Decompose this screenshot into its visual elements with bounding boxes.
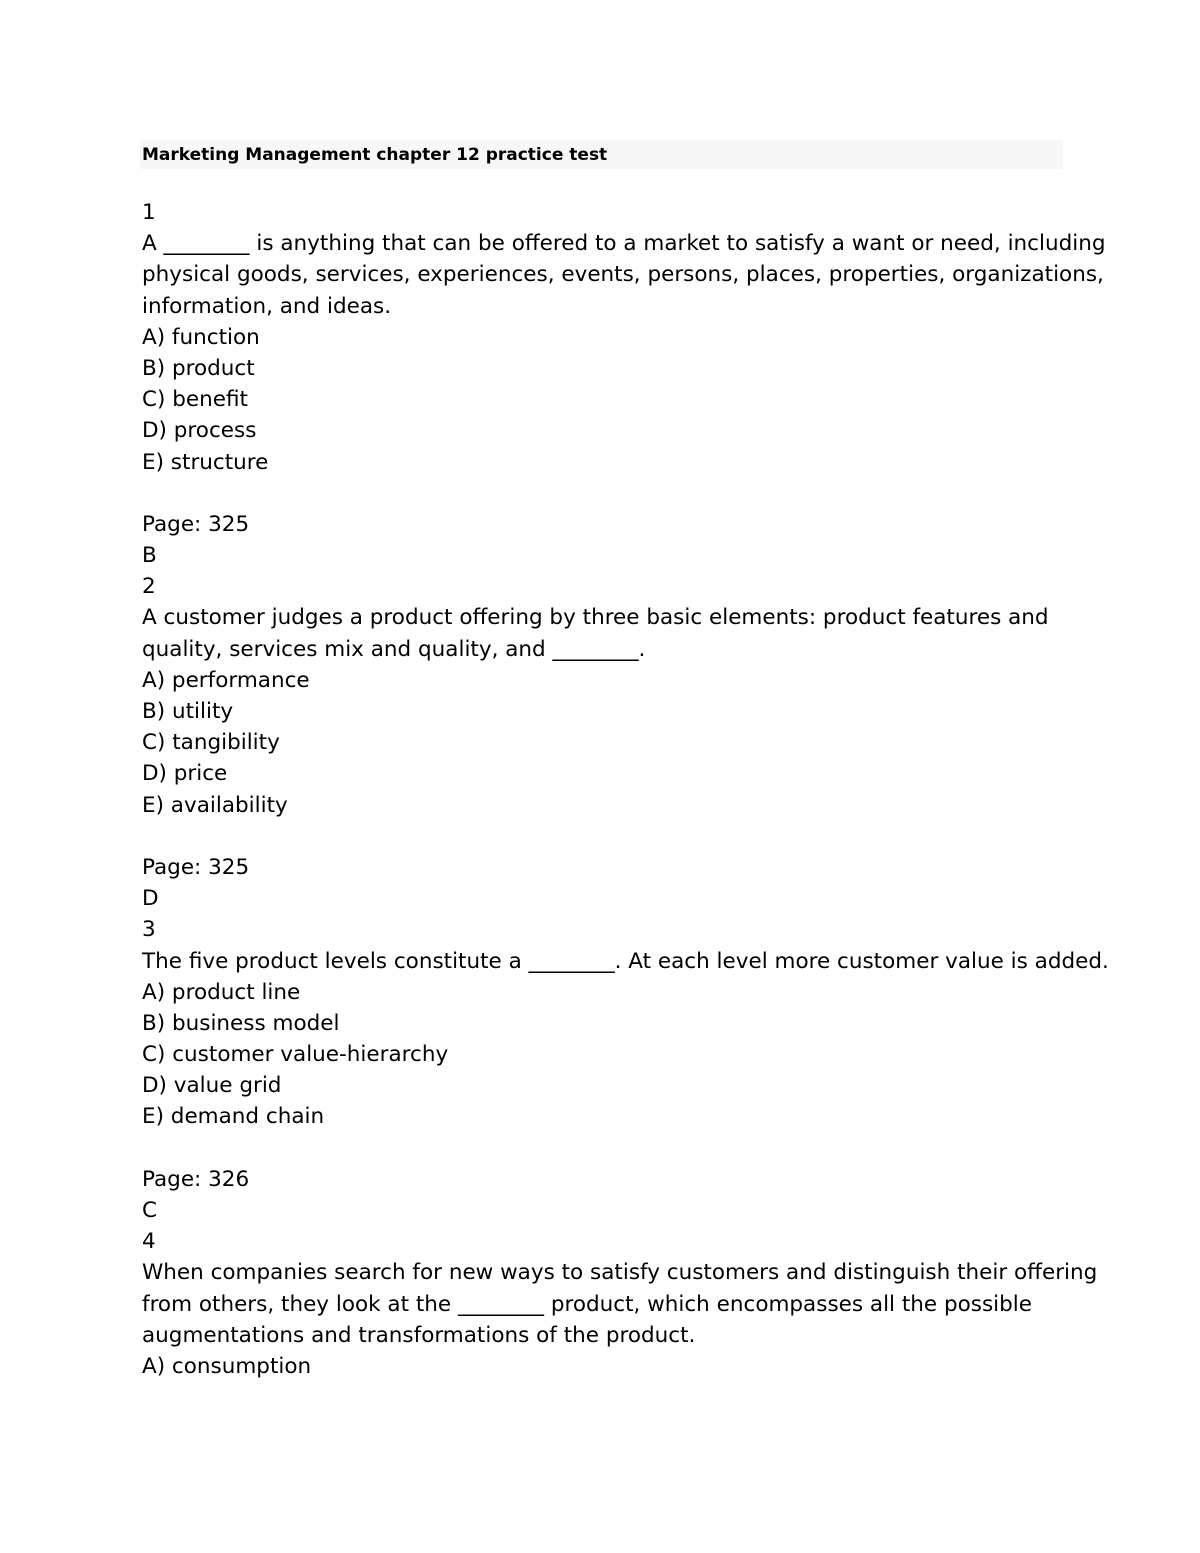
answer-option: E) structure (142, 449, 269, 475)
answer-option: A) function (142, 324, 260, 350)
question-2 (142, 571, 1062, 914)
correct-answer: C (142, 1198, 158, 1223)
answer-option: D) price (142, 761, 228, 787)
question-number: 1 (142, 200, 156, 225)
page-reference: Page: 325 (142, 854, 250, 880)
question-number: 2 (142, 574, 156, 600)
answer-option: A) performance (142, 667, 310, 693)
page-reference: Page: 325 (142, 511, 250, 537)
page-reference: Page: 326 (142, 1166, 250, 1192)
question-4 (142, 1226, 1098, 1382)
question-list (142, 197, 1109, 1382)
answer-option: E) availability (142, 792, 288, 818)
blank-line (142, 1133, 1062, 1164)
question-text-line: information, and ideas. (142, 293, 392, 319)
answer-option: B) utility (142, 699, 234, 724)
document-title: Marketing Management chapter 12 practice test (142, 145, 608, 165)
question-text-line: A customer judges a product offering by three basic elements: product features and (142, 605, 1049, 631)
question-text-line: from others, they look at the ________ product, which encompasses all the possible (142, 1291, 1033, 1317)
answer-option: E) demand chain (142, 1104, 325, 1130)
answer-option: D) value grid (142, 1073, 282, 1099)
question-text-line: A ________ is anything that can be offered to a market to satisfy a want or need, including (142, 231, 1106, 257)
answer-option: C) customer value-hierarchy (142, 1042, 449, 1068)
question-number: 3 (142, 917, 156, 943)
answer-option: A) product line (142, 979, 301, 1005)
answer-option: C) tangibility (142, 730, 280, 756)
question-text-line: physical goods, services, experiences, events, persons, places, properties, organizations, (142, 262, 1104, 288)
question-3 (142, 914, 1109, 1226)
answer-option: B) business model (142, 1010, 340, 1036)
correct-answer: B (142, 543, 157, 569)
question-number: 4 (142, 1229, 156, 1255)
question-text-line: augmentations and transformations of the product. (142, 1322, 696, 1348)
blank-line (142, 478, 1062, 509)
question-text-line: The five product levels constitute a ________. At each level more customer value is added. (142, 948, 1109, 974)
answer-option: C) benefit (142, 387, 248, 413)
question-text-line: quality, services mix and quality, and ________. (142, 636, 646, 662)
correct-answer: D (142, 886, 159, 912)
answer-option: A) consumption (142, 1353, 312, 1379)
blank-line (142, 821, 1062, 852)
answer-option: D) process (142, 418, 257, 444)
question-1 (142, 197, 1106, 571)
question-text-line: When companies search for new ways to satisfy customers and distinguish their offering (142, 1260, 1098, 1286)
answer-option: B) product (142, 355, 255, 381)
